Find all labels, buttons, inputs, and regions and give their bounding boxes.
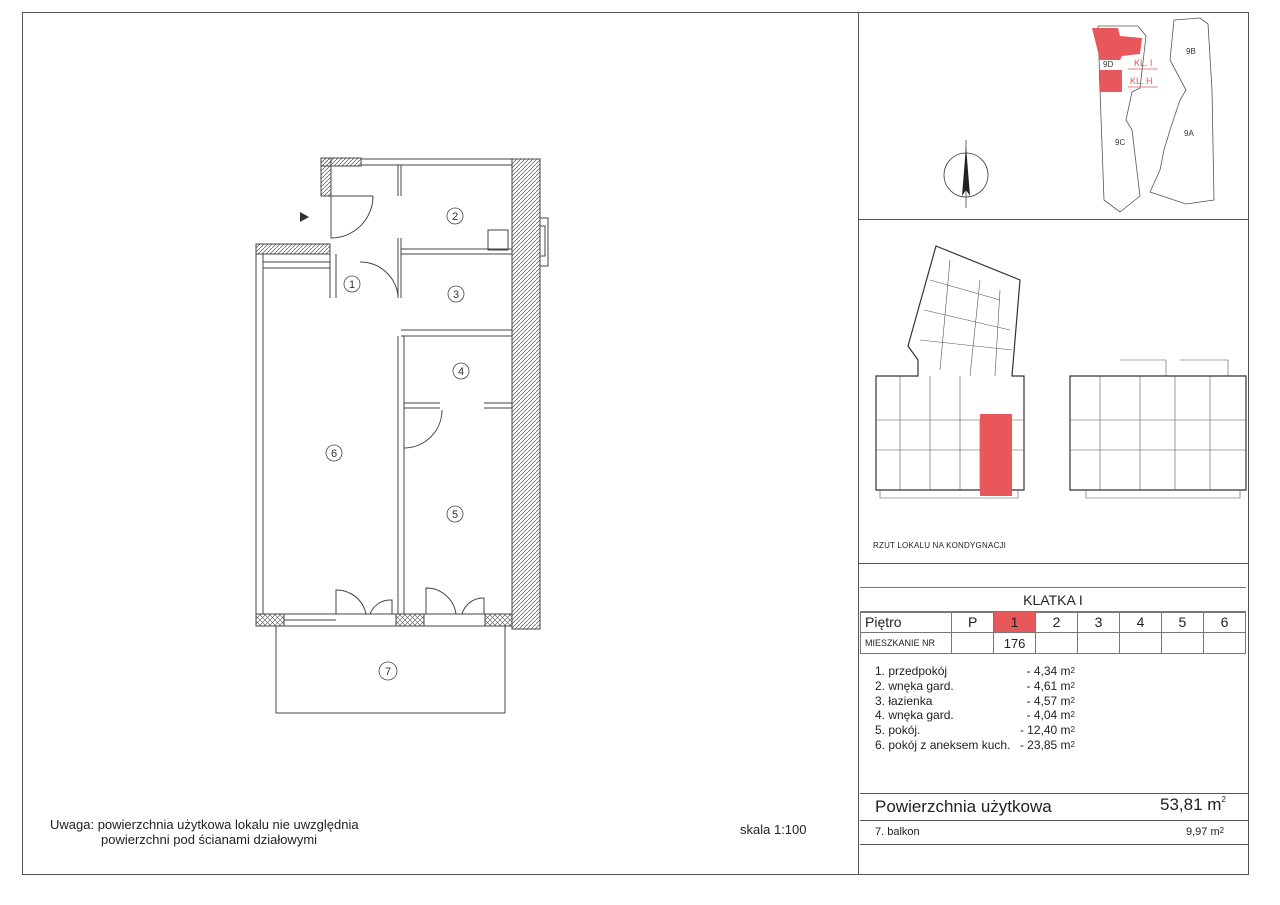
- klatka-title: KLATKA I: [860, 587, 1246, 613]
- apartment-label: MIESZKANIE NR: [861, 633, 952, 654]
- apartment-highlight: [980, 414, 1012, 496]
- building-floor-schematic: [876, 246, 1246, 490]
- highlight-kl-h: [1100, 70, 1122, 92]
- building-label: 9C: [1115, 138, 1126, 147]
- room-label: 7: [384, 666, 392, 678]
- note-line1: Uwaga: powierzchnia użytkowa lokalu nie uwzględnia: [50, 817, 359, 832]
- usable-area-value: 53,81 $m^2$: [1160, 795, 1226, 814]
- scale-label: skala 1:100: [740, 822, 807, 837]
- stair-label: KL. H: [1130, 76, 1153, 86]
- room-label: 1: [348, 279, 356, 291]
- floor-cell: 3: [1078, 612, 1120, 633]
- room-row: 4. wnęka gard. - 4,04 $m^2$: [875, 708, 1075, 723]
- building-label: 9B: [1186, 47, 1196, 56]
- balcony-label: 7. balkon: [875, 826, 920, 838]
- floor-cell-selected: 1: [994, 612, 1036, 633]
- divider-area3: [860, 844, 1248, 845]
- floor-cell: 5: [1161, 612, 1203, 633]
- floor-cell: 4: [1120, 612, 1162, 633]
- usable-area-label: Powierzchnia użytkowa: [875, 797, 1052, 816]
- room-label: 3: [452, 289, 460, 301]
- room-row: 3. łazienka - 4,57 $m^2$: [875, 693, 1075, 708]
- room-row: 1. przedpokój - 4,34 $m^2$: [875, 664, 1075, 678]
- floor-cell: 2: [1036, 612, 1078, 633]
- floorplan-caption: RZUT LOKALU NA KONDYGNACJI: [873, 541, 1007, 550]
- room-label: 6: [330, 448, 338, 460]
- divider-area2: [860, 820, 1248, 821]
- floor-label: Piętro: [861, 612, 952, 633]
- rooms-list: [875, 664, 1075, 753]
- room-row: 2. wnęka gard. - 4,61 $m^2$: [875, 678, 1075, 693]
- balcony-value: 9,97 $m^2$: [1186, 826, 1225, 838]
- note-line2: powierzchni pod ścianami działowymi: [101, 832, 318, 847]
- room-label: 2: [451, 211, 459, 223]
- room-row: 5. pokój. - 12,40 $m^2$: [875, 723, 1075, 738]
- north-arrow-icon: [944, 140, 988, 208]
- room-label: 4: [457, 366, 465, 378]
- apartment-number: 176: [994, 633, 1036, 654]
- floor-table: [860, 611, 1246, 654]
- floor-cell: 6: [1203, 612, 1245, 633]
- building-label: 9A: [1184, 129, 1194, 138]
- room-label: 5: [451, 509, 459, 521]
- divider-area: [860, 793, 1248, 794]
- floor-cell: P: [952, 612, 994, 633]
- room-row: 6. pokój z aneksem kuch. - 23,85 $m^2$: [875, 737, 1075, 752]
- building-label: 9D: [1103, 60, 1114, 69]
- highlight-kl-i: [1092, 28, 1142, 60]
- stair-label: KL. I: [1134, 58, 1153, 68]
